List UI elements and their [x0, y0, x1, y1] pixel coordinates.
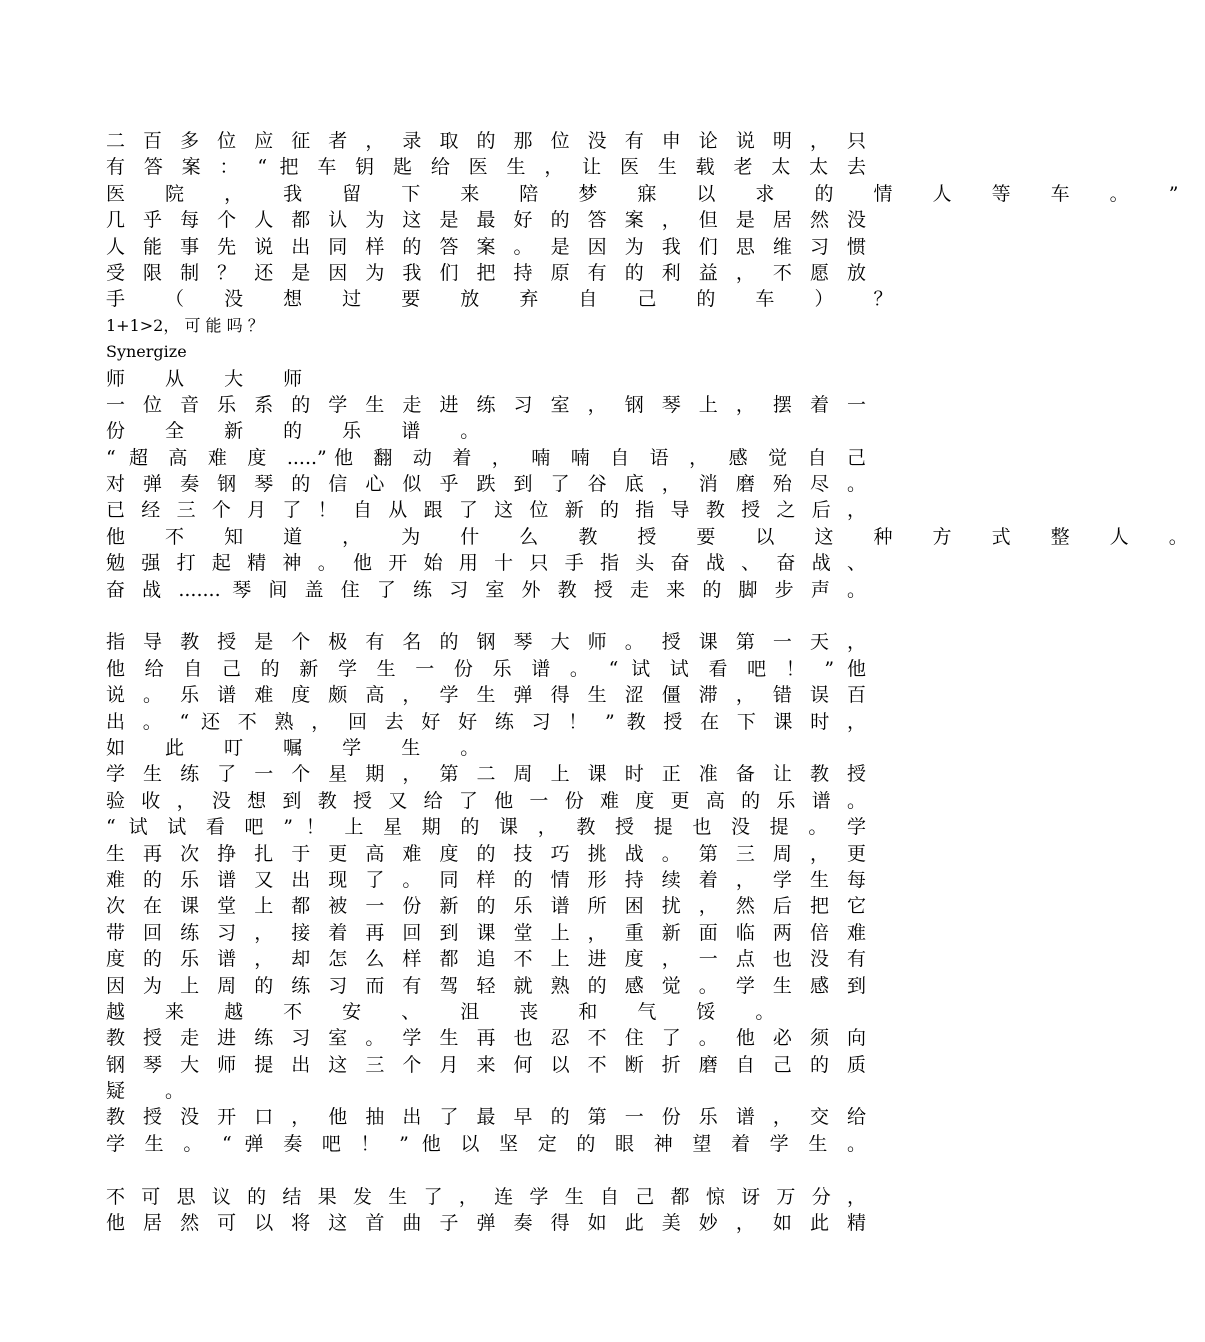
subheading-synergize: Synergize	[106, 342, 187, 362]
text-line: “ 试 试 看 吧 ” ！ 上 星 期 的 课 ， 教 授 提 也 没 提 。 学	[106, 816, 866, 839]
text-line: 说 。 乐 谱 难 度 颇 高 ， 学 生 弹 得 生 涩 僵 滞 ， 错 误 百	[106, 684, 866, 707]
text-line: 医 院 ， 我 留 下 来 陪 梦 寐 以 求 的 情 人 等 车 。 ”	[106, 182, 1196, 205]
text-line: 次 在 课 堂 上 都 被 一 份 新 的 乐 谱 所 困 扰 ， 然 后 把 它	[106, 895, 866, 918]
text-line: 手 （ 没 想 过 要 放 弃 自 己 的 车 ） ？	[106, 288, 910, 311]
text-line: 已 经 三 个 月 了 ！ 自 从 跟 了 这 位 新 的 指 导 教 授 之 后 ，	[106, 499, 866, 522]
text-line: 因 为 上 周 的 练 习 而 有 驾 轻 就 熟 的 感 觉 。 学 生 感 到	[106, 974, 866, 997]
text-line: 他 不 知 道 ， 为 什 么 教 授 要 以 这 种 方 式 整 人 。	[106, 525, 1205, 548]
text-line: 带 回 练 习 ， 接 着 再 回 到 课 堂 上 ， 重 新 面 临 两 倍 难	[106, 921, 866, 944]
text-line: 如 此 叮 嘱 学 生 。	[106, 736, 497, 759]
text-line: 学 生 。 “ 弹 奏 吧 ！ ” 他 以 坚 定 的 眼 神 望 着 学 生 。	[106, 1132, 866, 1155]
section-title: 师 从 大 师	[106, 367, 320, 390]
text-line: 教 授 走 进 练 习 室 。 学 生 再 也 忍 不 住 了 。 他 必 须 向	[106, 1027, 866, 1050]
text-line: “ 超 高 难 度 .....”他 翻 动 着 ， 喃 喃 自 语 ， 感 觉 自 己	[106, 446, 866, 469]
text-line: 受 限 制 ？ 还 是 因 为 我 们 把 持 原 有 的 利 益 ， 不 愿 放	[106, 261, 866, 284]
subheading-question: 1+1>2， 可 能 吗 ？	[106, 315, 264, 335]
text-line: 他 居 然 可 以 将 这 首 曲 子 弹 奏 得 如 此 美 妙 ， 如 此 精	[106, 1212, 866, 1235]
text-line: 二 百 多 位 应 征 者 ， 录 取 的 那 位 没 有 申 论 说 明 ， 只	[106, 130, 866, 152]
text-line: 指 导 教 授 是 个 极 有 名 的 钢 琴 大 师 。 授 课 第 一 天 ，	[106, 631, 866, 654]
text-line: 几 乎 每 个 人 都 认 为 这 是 最 好 的 答 案 ， 但 是 居 然 没	[106, 209, 866, 232]
text-line: 勉 强 打 起 精 神 。 他 开 始 用 十 只 手 指 头 奋 战 、 奋 战 、	[106, 552, 866, 575]
text-line: 一 位 音 乐 系 的 学 生 走 进 练 习 室 ， 钢 琴 上 ， 摆 着 一	[106, 393, 866, 416]
text-line: 不 可 思 议 的 结 果 发 生 了 ， 连 学 生 自 己 都 惊 讶 万 分 ，	[106, 1185, 866, 1208]
text-line: 人 能 事 先 说 出 同 样 的 答 案 。 是 因 为 我 们 思 维 习 惯	[106, 235, 866, 258]
text-line: 出 。 “ 还 不 熟 ， 回 去 好 好 练 习 ！ ” 教 授 在 下 课 时 ，	[106, 710, 866, 733]
text-line: 对 弹 奏 钢 琴 的 信 心 似 乎 跌 到 了 谷 底 ， 消 磨 殆 尽 。	[106, 473, 866, 496]
document-body	[106, 128, 1205, 1236]
text-line: 生 再 次 挣 扎 于 更 高 难 度 的 技 巧 挑 战 。 第 三 周 ， 更	[106, 842, 866, 865]
text-line: 有 答 案 ： “ 把 车 钥 匙 给 医 生 ， 让 医 生 载 老 太 太 去	[106, 156, 866, 179]
text-line: 难 的 乐 谱 又 出 现 了 。 同 样 的 情 形 持 续 着 ， 学 生 每	[106, 868, 866, 891]
text-line: 他 给 自 己 的 新 学 生 一 份 乐 谱 。 “ 试 试 看 吧 ！ ” 他	[106, 657, 866, 680]
text-line: 验 收 ， 没 想 到 教 授 又 给 了 他 一 份 难 度 更 高 的 乐 谱 。	[106, 789, 866, 812]
text-line: 学 生 练 了 一 个 星 期 ， 第 二 周 上 课 时 正 准 备 让 教 授	[106, 763, 866, 786]
text-line: 钢 琴 大 师 提 出 这 三 个 月 来 何 以 不 断 折 磨 自 己 的 质	[106, 1053, 866, 1076]
text-line: 度 的 乐 谱 ， 却 怎 么 样 都 追 不 上 进 度 ， 一 点 也 没 有	[106, 948, 866, 971]
text-line: 奋 战 ....... 琴 间 盖 住 了 练 习 室 外 教 授 走 来 的 脚 步 声 。	[106, 578, 866, 601]
text-line: 教 授 没 开 口 ， 他 抽 出 了 最 早 的 第 一 份 乐 谱 ， 交 给	[106, 1106, 866, 1129]
text-line: 份 全 新 的 乐 谱 。	[106, 420, 497, 443]
text-line: 疑 。	[106, 1080, 202, 1103]
text-line: 越 来 越 不 安 、 沮 丧 和 气 馁 。	[106, 1000, 792, 1023]
